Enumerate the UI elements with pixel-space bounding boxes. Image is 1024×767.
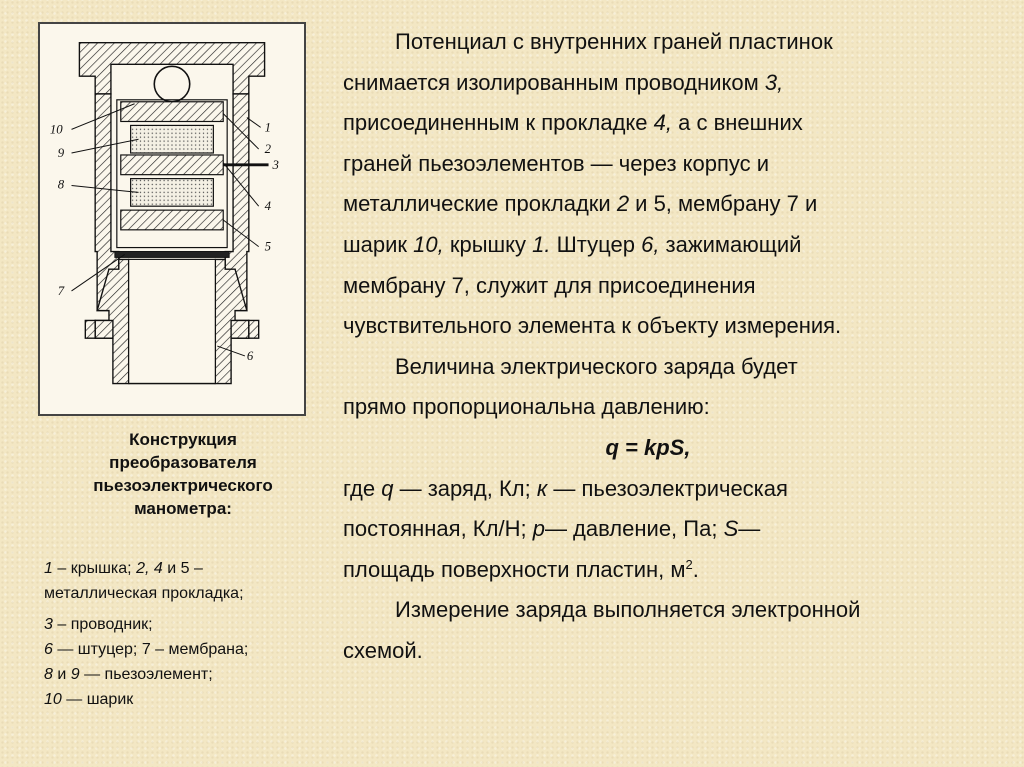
text-line: чувствительного элемента к объекту измерения.	[343, 313, 842, 339]
ball	[154, 66, 189, 101]
caption-line: преобразователя	[109, 453, 257, 472]
text-line: схемой.	[343, 637, 423, 663]
text-line: где q — заряд, Кл; к — пьезоэлектрическая	[343, 475, 788, 501]
callout-9: 9	[57, 145, 65, 160]
text-line: площадь поверхности пластин, $м^2$.	[343, 556, 699, 582]
membrane	[115, 252, 229, 258]
caption-line: манометра:	[134, 499, 232, 518]
text-line: металлические прокладки 2 и 5, мембрану 7 и	[343, 191, 818, 217]
caption-line: Конструкция	[129, 430, 237, 449]
parts-legend	[44, 556, 334, 712]
callout-7: 7	[57, 283, 65, 298]
callout-2: 2	[264, 142, 272, 156]
legend-line-1: 1 – крышка; 2, 4 и 5 –	[44, 560, 203, 577]
text-line: снимается изолированным проводником 3,	[343, 69, 784, 95]
formula: q = kpS,	[605, 434, 691, 460]
legend-line-5: 8 и 9 — пьезоэлемент;	[44, 666, 213, 683]
piezo-element-9	[131, 125, 214, 153]
legend-line-4: 6 — штуцер; 7 – мембрана;	[44, 641, 249, 658]
text-line: Потенциал с внутренних граней пластинок	[395, 29, 833, 54]
figure-caption	[40, 428, 326, 520]
callout-4: 4	[264, 199, 272, 214]
text-line: присоединенным к прокладке 4, а с внешних	[343, 110, 803, 136]
main-text	[343, 22, 1013, 672]
callout-5: 5	[264, 239, 272, 254]
text-line: шарик 10, крышку 1. Штуцер 6, зажимающий	[343, 231, 802, 257]
callout-10: 10	[49, 122, 63, 137]
legend-line-2: металлическая прокладка;	[44, 585, 244, 602]
text-line: мембрану 7, служит для присоединения	[343, 272, 756, 298]
legend-line-6: 10 — шарик	[44, 691, 134, 708]
callout-6: 6	[246, 348, 254, 363]
piezo-element-8	[131, 179, 214, 207]
text-line: Измерение заряда выполняется электронной	[395, 597, 861, 623]
callout-1: 1	[264, 120, 272, 135]
text-line: прямо пропорциональна давлению:	[343, 394, 710, 420]
text-line: постоянная, Кл/Н; р— давление, Па; S—	[343, 516, 761, 542]
text-line: граней пьезоэлементов — через корпус и	[343, 150, 770, 176]
text-line: Величина электрического заряда будет	[395, 353, 798, 379]
legend-line-3: 3 – проводник;	[44, 616, 153, 633]
transducer-diagram	[38, 22, 306, 416]
callout-3: 3	[272, 157, 279, 172]
caption-line: пьезоэлектрического	[93, 476, 273, 495]
callout-8: 8	[57, 177, 65, 192]
